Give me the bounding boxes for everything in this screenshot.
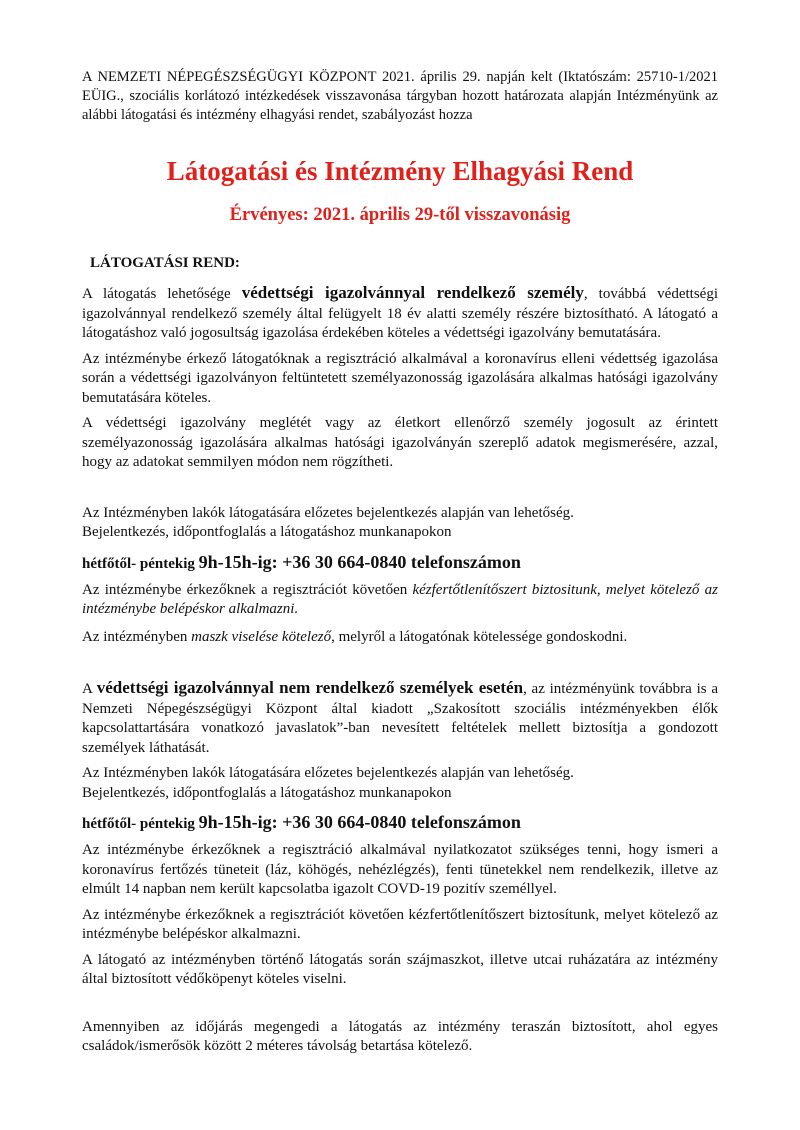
text-line: Az Intézményben lakók látogatására előzetes bejelentkezés alapján van lehetőség. xyxy=(82,504,574,521)
text-span: Az intézménybe érkezőknek a regisztrációt követően xyxy=(82,581,413,598)
paragraph-unvaccinated-visitors xyxy=(82,678,718,758)
italic-text: maszk viselése kötelező xyxy=(191,628,332,645)
hours-phone: 9h-15h-ig: +36 30 664-0840 telefonszámon xyxy=(198,551,521,572)
paragraph-id-check: Az intézménybe érkező látogatóknak a regisztráció alkalmával a koronavírus elleni védettség igazolása során a védettségi igazolványon feltüntetett személyazonosság igazolására alkalmas hatósági igazolvány bemutatására köteles. xyxy=(82,350,718,406)
text-line: Az Intézményben lakók látogatására előzetes bejelentkezés alapján van lehetőség. xyxy=(82,765,574,781)
section-heading: LÁTOGATÁSI REND: xyxy=(90,255,240,271)
text-span: , melyről a látogatónak kötelessége gondoskodni. xyxy=(331,628,628,645)
paragraph-registration xyxy=(82,504,718,543)
emphasis-text: védettségi igazolvánnyal nem rendelkező személyek esetén xyxy=(96,678,524,697)
text-span: A látogatás lehetősége xyxy=(82,286,242,302)
italic-text: kézfertőtlenítőszert biztositunk, melyet kötelező az intézménybe belépéskor alkalmazni. xyxy=(82,581,718,617)
office-hours-line xyxy=(82,551,718,575)
text-span: , az intézményünk továbbra is a Nemzeti Népegészségügyi Központ által kiadott „Szakosított szociális intézményekben élők kapcsolattartására vonatkozó javaslatok”-ban nevesített feltételek mellett biztosítja a gondozott személyek láthatását. xyxy=(82,681,718,756)
hours-days: hétfőtől- péntekig xyxy=(82,816,199,832)
paragraph-declaration: Az intézménybe érkezőknek a regisztráció alkalmával nyilatkozatot szükséges tenni, hogy ismeri a koronavírus fertőzés tüneteit (láz, köhögés, nehézlégzés), fenti tünetekkel nem rendelkezik, illetve az elmúlt 14 napban nem került kapcsolatba igazolt COVD-19 pozitív személlyel. xyxy=(82,842,718,897)
document-page xyxy=(82,68,718,1057)
text-line: Bejelentkezés, időpontfoglalás a látogatáshoz munkanapokon xyxy=(82,524,452,540)
text-span: A xyxy=(82,681,97,697)
paragraph-registration-2 xyxy=(82,764,718,803)
text-line: Bejelentkezés, időpontfoglalás a látogatáshoz munkanapokon xyxy=(82,784,452,801)
hours-phone: 9h-15h-ig: +36 30 664-0840 telefonszámon xyxy=(198,812,521,832)
hours-days: hétfőtől- péntekig xyxy=(82,555,199,572)
paragraph-disinfectant xyxy=(82,581,718,620)
paragraph-terrace: Amennyiben az időjárás megengedi a látogatás az intézmény teraszán biztosított, ahol egyes családok/ismerősök között 2 méteres távolság betartása kötelező. xyxy=(82,1018,718,1054)
paragraph-mask xyxy=(82,628,718,648)
paragraph-vaccinated-visitors xyxy=(82,283,718,344)
text-span: , továbbá védettségi igazolvánnyal rendelkező személy által felügyelt 18 év alatti személy részére biztosítható. A látogató a látogatáshoz való jogosultság igazolása érdekében köteles a védettségi igazolvány bemutatására. xyxy=(82,286,718,341)
document-title: Látogatási és Intézmény Elhagyási Rend xyxy=(166,156,634,186)
document-subtitle: Érvényes: 2021. április 29-től visszavonásig xyxy=(229,205,571,225)
emphasis-text: védettségi igazolvánnyal rendelkező személy xyxy=(241,283,584,302)
paragraph-data-handling: A védettségi igazolvány meglétét vagy az életkort ellenőrző személy jogosult az érintett személyazonosság igazolására alkalmas hatósági igazolványán szereplő adatok megismerésére, azzal, hogy az adatokat semmilyen módon nem rögzítheti. xyxy=(82,415,718,470)
intro-paragraph: A NEMZETI NÉPEGÉSZSÉGÜGYI KÖZPONT 2021. április 29. napján kelt (Iktatószám: 25710-1/2021 EÜIG., szociális korlátozó intézkedések visszavonása tárgyban hozott határozata alapján Intézményünk az alábbi látogatási és intézmény elhagyási rendet, szabályozást hozza xyxy=(82,69,718,123)
text-span: Az intézményben xyxy=(82,628,192,645)
paragraph-disinfectant-2: Az intézménybe érkezőknek a regisztrációt követően kézfertőtlenítőszert biztosítunk, melyet kötelező az intézménybe belépéskor alkalmazni. xyxy=(82,906,718,942)
paragraph-protective-gown: A látogató az intézményben történő látogatás során szájmaszkot, illetve utcai ruházatára az intézmény által biztosított védőköpenyt köteles viselni. xyxy=(82,951,718,987)
office-hours-line-2 xyxy=(82,811,718,835)
